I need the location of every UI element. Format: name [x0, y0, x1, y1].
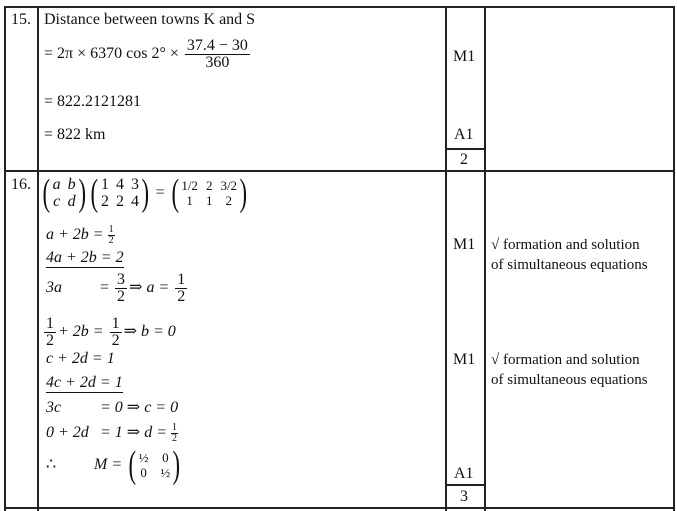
equation-text: = 1 ⇒ d = — [100, 424, 167, 442]
q16-equation-2 — [46, 249, 124, 267]
q16-equation-8 — [46, 423, 178, 444]
q16-equation-6 — [46, 374, 123, 392]
numerator: 1 — [172, 422, 177, 433]
q16-conclusion — [46, 446, 183, 484]
q15-title: Distance between towns K and S — [44, 11, 256, 28]
q15-number: 15. — [11, 11, 31, 28]
matrix-cell: 2 — [205, 178, 213, 193]
numerator: 1 — [108, 224, 114, 235]
marks-column-divider — [484, 6, 486, 511]
matrix-cell: 2 — [115, 193, 124, 210]
matrix-d-cell: d — [67, 193, 76, 210]
matrix-cell: 2 — [100, 193, 109, 210]
fraction — [44, 316, 56, 349]
equation-text: 4a + 2b = 2 — [46, 249, 124, 266]
matrix-cell: 1 — [100, 176, 109, 193]
q15-method-mark: M1 — [453, 48, 476, 65]
q15-line1-lead: = 2π × 6370 cos 2° × — [44, 45, 179, 63]
equation-text: c + 2d = 1 — [46, 350, 115, 367]
equation-text: 3c — [46, 399, 62, 416]
matrix-result: ( 1/2 2 3/2 1 1 2 ) — [171, 172, 248, 214]
q15-total-divider — [445, 148, 485, 150]
q16-comment-1 — [491, 235, 648, 275]
q15-total-marks: 2 — [460, 151, 468, 168]
table-top-border — [4, 6, 675, 8]
q16-method-mark-1: M1 — [453, 236, 476, 253]
equation-text: 0 + 2d — [46, 424, 89, 442]
equation-text: = 0 ⇒ c = 0 — [100, 399, 179, 416]
denominator: 2 — [108, 235, 114, 246]
matrix-a-cell: a — [52, 176, 61, 193]
q16-number: 16. — [11, 176, 31, 193]
matrix-c-cell: c — [53, 193, 61, 210]
matrix-cell: 1/2 — [181, 178, 198, 193]
q15-answer: = 822 km — [44, 126, 106, 143]
matrix-abcd: ( a b c d ) — [42, 172, 86, 214]
denominator: 2 — [111, 332, 120, 349]
matrix-cell: 3 — [130, 176, 139, 193]
matrix-cell: ½ — [138, 450, 149, 465]
table-right-border — [673, 6, 675, 511]
matrix-cell: ½ — [160, 465, 171, 480]
q15-line1-numerator: 37.4 − 30 — [186, 37, 248, 54]
q15-line1-fraction — [185, 38, 250, 71]
numerator: 3 — [117, 271, 126, 288]
matrix-cell: 2 — [225, 193, 232, 208]
matrix-cell: 4 — [115, 176, 124, 193]
numerator: 1 — [46, 315, 54, 332]
matrix-b-cell: b — [67, 176, 76, 193]
working-column-divider — [445, 6, 447, 511]
numerator: 1 — [111, 315, 120, 332]
q16-equation-1 — [46, 225, 115, 246]
matrix-cell: 1 — [186, 193, 193, 208]
number-column-divider — [37, 6, 39, 511]
matrix-m: ( ½ 0 0 ½ ) — [128, 444, 181, 486]
q16-matrix-equation: ( a b c d ) ( 1 4 3 2 2 4 ) = ( 1/2 2 3/2 1 1 2 ) — [40, 174, 250, 212]
denominator: 2 — [177, 288, 186, 305]
comment-line: √ formation and solution — [491, 352, 640, 368]
q16-equation-3 — [46, 272, 189, 305]
denominator: 2 — [46, 332, 54, 349]
comment-line: of simultaneous equations — [491, 372, 648, 388]
denominator: 2 — [117, 288, 126, 305]
numerator: 1 — [177, 271, 186, 288]
table-left-border — [4, 6, 6, 511]
q16-total-divider — [445, 484, 485, 486]
table-bottom-border — [4, 507, 675, 509]
q16-method-mark-2: M1 — [453, 351, 476, 368]
q15-working-line1 — [44, 38, 252, 71]
q16-accuracy-mark: A1 — [454, 465, 474, 482]
denominator: 2 — [172, 433, 177, 444]
q15-line1-denominator: 360 — [205, 54, 230, 71]
q15-working-line2: = 822.2121281 — [44, 93, 142, 110]
fraction — [175, 272, 187, 305]
equation-text: 4c + 2d = 1 — [46, 374, 123, 391]
fraction — [115, 272, 127, 305]
equation-text: a + 2b = — [46, 226, 104, 244]
matrix-cell: 3/2 — [220, 178, 238, 193]
row-divider — [4, 170, 675, 172]
q16-total-marks: 3 — [460, 488, 468, 505]
q16-equation-4 — [44, 316, 176, 349]
equation-text: ⇒ b = 0 — [123, 323, 176, 341]
equals-sign: = — [100, 279, 110, 297]
q15-accuracy-mark: A1 — [454, 126, 474, 143]
matrix-cell: 1 — [205, 193, 213, 208]
fraction — [108, 225, 115, 246]
q16-comment-2 — [491, 350, 648, 390]
matrix-cell: 0 — [162, 450, 169, 465]
matrix-given: ( 1 4 3 2 2 4 ) — [90, 172, 150, 214]
equation-text: + 2b = — [58, 323, 104, 341]
q16-equation-5 — [46, 350, 115, 368]
therefore-symbol: ∴ — [46, 456, 57, 473]
matrix-cell: 4 — [130, 193, 139, 210]
matrix-cell: 0 — [140, 465, 147, 480]
q16-equation-7 — [46, 399, 178, 417]
fraction — [171, 423, 178, 444]
fraction — [110, 316, 122, 349]
matrix-label: M = — [94, 456, 123, 473]
equation-text: ⇒ a = — [129, 279, 170, 297]
equation-text: 3a — [46, 279, 62, 297]
comment-line: of simultaneous equations — [491, 257, 648, 273]
comment-line: √ formation and solution — [491, 237, 640, 253]
